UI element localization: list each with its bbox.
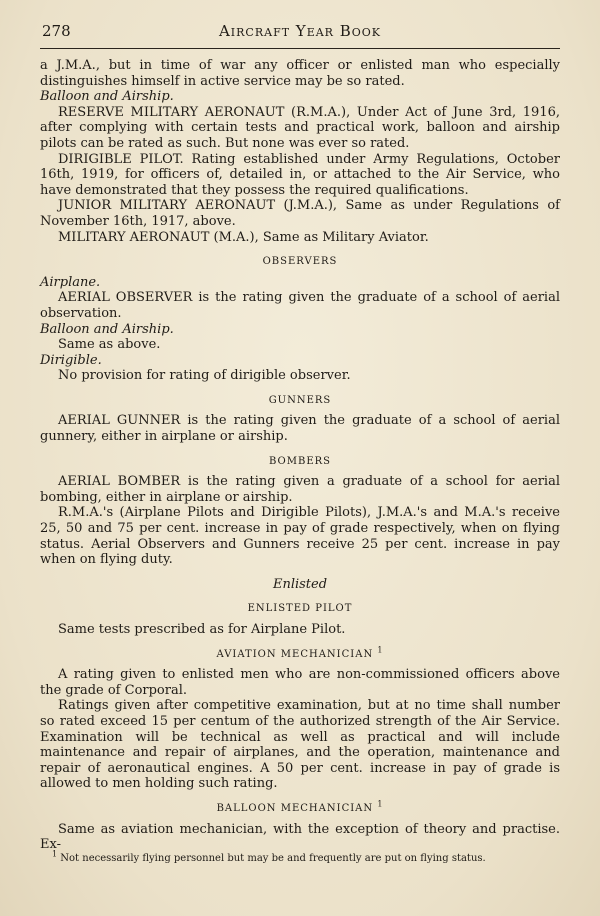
paragraph: Same tests prescribed as for Airplane Pilot. xyxy=(58,622,346,637)
paragraph: No provision for rating of dirigible observer. xyxy=(58,368,351,384)
subheading: Balloon and Airship. xyxy=(40,89,174,105)
subheading: Balloon and Airship. xyxy=(40,321,174,337)
paragraph: Ratings given after competitive examination, but at no time shall number so rated exceed 15 per centum of the authorized strength of the Air Service. Examination will be technical as well as practical and will include maintenance and repair of airplanes, and the operation, maintenance and repair of aeronautical engines. A 50 per cent. increase in pay of grade is allowed to men holding such rating. xyxy=(40,698,560,792)
footnote-reference: 1 xyxy=(377,645,384,655)
footnote-text: Not necessarily flying personnel but may be and frequently are put on flying status. xyxy=(60,853,486,864)
paragraph: Same as aviation mechanician, with the exception of theory and practise. Ex- xyxy=(40,821,560,853)
section-title-text: AVIATION MECHANICIAN xyxy=(216,648,374,660)
subheading: Dirigible. xyxy=(40,352,102,368)
section-title-enlisted-pilot: ENLISTED PILOT xyxy=(247,603,353,615)
section-title-observers: OBSERVERS xyxy=(262,256,338,268)
paragraph: AERIAL OBSERVER is the rating given the graduate of a school of aerial observation. xyxy=(40,290,560,321)
page-number: 278 xyxy=(42,22,71,40)
subheading: Airplane. xyxy=(40,274,101,290)
paragraph: JUNIOR MILITARY AERONAUT (J.M.A.), Same as under Regulations of November 16th, 1917, above. xyxy=(40,198,560,229)
footnote xyxy=(52,849,560,865)
section-title-gunners: GUNNERS xyxy=(268,394,332,406)
section-title-text: BALLOON MECHANICIAN xyxy=(216,802,374,814)
paragraph: A rating given to enlisted men who are non-commissioned officers above the grade of Corporal. xyxy=(40,667,560,698)
paragraph: a J.M.A., but in time of war any officer or enlisted man who especially distinguishes himself in active service may be so rated. xyxy=(40,58,560,89)
section-title-aviation-mechanician xyxy=(40,647,560,663)
paragraph: AERIAL BOMBER is the rating given a graduate of a school for aerial bombing, either in airplane or airship. xyxy=(40,474,560,505)
footnote-mark: 1 xyxy=(52,849,58,859)
paragraph: R.M.A.'s (Airplane Pilots and Dirigible Pilots), J.M.A.'s and M.A.'s receive 25, 50 and 75 per cent. increase in pay of grade respectively, when on flying status. Aerial Observers and Gunners receive 25 per cent. increase in pay when on flying duty. xyxy=(40,505,560,568)
header-rule xyxy=(40,48,560,49)
section-title-balloon-mechanician xyxy=(40,801,560,817)
paragraph: Same as above. xyxy=(58,337,161,353)
paragraph: DIRIGIBLE PILOT. Rating established under Army Regulations, October 16th, 1919, for officers of, detailed in, or attached to the Air Service, who have demonstrated that they possess the required qualifications. xyxy=(40,151,560,198)
section-title-bombers: BOMBERS xyxy=(269,455,331,467)
page-header xyxy=(40,22,560,42)
footnote-reference: 1 xyxy=(377,799,384,809)
paragraph: MILITARY AERONAUT (M.A.), Same as Military Aviator. xyxy=(58,229,429,245)
page-body xyxy=(40,58,560,853)
paragraph: RESERVE MILITARY AERONAUT (R.M.A.), Under Act of June 3rd, 1916, after complying with certain tests and practical work, balloon and airship pilots can be rated as such. But none was ever so rated. xyxy=(40,104,560,151)
paragraph: AERIAL GUNNER is the rating given the graduate of a school of aerial gunnery, either in airplane or airship. xyxy=(40,413,560,445)
running-head: Aircraft Year Book xyxy=(218,22,382,40)
section-title-enlisted: Enlisted xyxy=(272,576,328,592)
